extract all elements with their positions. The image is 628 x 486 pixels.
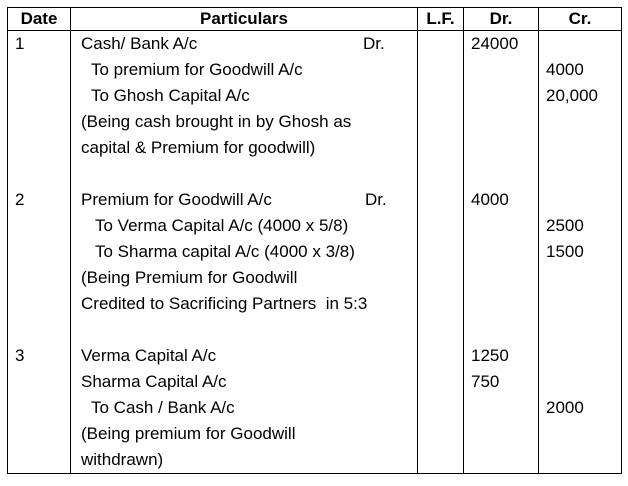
credit-account: To Ghosh Capital A/c xyxy=(91,86,250,105)
header-dr: Dr. xyxy=(464,8,539,31)
entry-lf xyxy=(418,187,464,343)
entry-dr-cell xyxy=(464,187,539,343)
journal-entry-1 xyxy=(8,31,622,188)
header-lf: L.F. xyxy=(418,8,464,31)
entry-date-cell xyxy=(8,187,71,343)
header-particulars: Particulars xyxy=(71,8,418,31)
cr-amount: 2500 xyxy=(546,216,584,235)
dr-amount: 1250 xyxy=(471,346,509,365)
debit-account-line xyxy=(81,31,417,57)
entry-date: 2 xyxy=(15,190,25,209)
narration-line: capital & Premium for goodwill) xyxy=(81,138,316,157)
credit-account: To Cash / Bank A/c xyxy=(91,398,235,417)
debit-account: Verma Capital A/c xyxy=(81,346,217,365)
dr-amount: 24000 xyxy=(471,34,519,53)
entry-cr-cell xyxy=(539,343,622,474)
credit-account: To Sharma capital A/c (4000 x 3/8) xyxy=(95,242,355,261)
entry-lf xyxy=(418,31,464,188)
dr-amount: 4000 xyxy=(471,190,509,209)
dr-marker: Dr. xyxy=(363,34,385,53)
header-date: Date xyxy=(8,8,71,31)
entry-lf xyxy=(418,343,464,474)
entry-date: 1 xyxy=(15,34,25,53)
header-row xyxy=(8,8,622,31)
entry-particulars xyxy=(71,187,418,343)
cr-amount: 4000 xyxy=(546,60,584,79)
debit-account: Sharma Capital A/c xyxy=(81,372,227,391)
entry-date-cell xyxy=(8,343,71,474)
cr-amount: 2000 xyxy=(546,398,584,417)
journal-table xyxy=(7,7,622,474)
dr-marker: Dr. xyxy=(365,190,387,209)
narration-line: (Being Premium for Goodwill xyxy=(81,268,298,287)
entry-particulars xyxy=(71,31,418,188)
narration-line: (Being cash brought in by Ghosh as xyxy=(81,112,352,131)
narration-line: withdrawn) xyxy=(81,450,164,469)
journal-entry-2 xyxy=(8,187,622,343)
entry-cr-cell xyxy=(539,31,622,188)
journal-entry-3 xyxy=(8,343,622,474)
entry-dr-cell xyxy=(464,343,539,474)
narration-line: (Being premium for Goodwill xyxy=(81,424,296,443)
entry-date: 3 xyxy=(15,346,25,365)
header-cr: Cr. xyxy=(539,8,622,31)
debit-account-line xyxy=(81,187,417,213)
cr-amount: 1500 xyxy=(546,242,584,261)
entry-particulars xyxy=(71,343,418,474)
entry-dr-cell xyxy=(464,31,539,188)
debit-account: Premium for Goodwill A/c xyxy=(81,190,272,209)
credit-account: To Verma Capital A/c (4000 x 5/8) xyxy=(95,216,349,235)
credit-account: To premium for Goodwill A/c xyxy=(91,60,303,79)
entry-date-cell xyxy=(8,31,71,188)
dr-amount: 750 xyxy=(471,372,500,391)
cr-amount: 20,000 xyxy=(546,86,598,105)
entry-cr-cell xyxy=(539,187,622,343)
narration-line: Credited to Sacrificing Partners in 5:3 xyxy=(81,294,368,313)
debit-account: Cash/ Bank A/c xyxy=(81,34,198,53)
